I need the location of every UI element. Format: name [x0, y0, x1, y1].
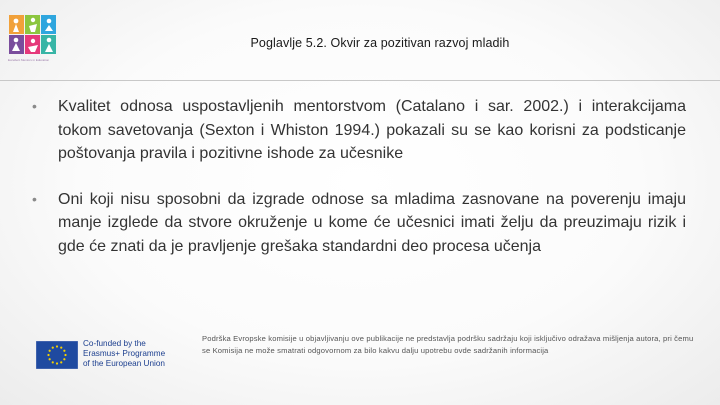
bullet-text: Kvalitet odnosa uspostavljenih mentorstvom (Catalano i sar. 2002.) i interakcijama tokom savetovanja (Sexton i Whiston 1994.) pokazali su se kao korisni za podsticanje poštovanja pravila i pozitivne ishode za učesnike: [58, 98, 686, 162]
bullet-item: [30, 95, 686, 166]
slide-title: Poglavlje 5.2. Okvir za pozitivan razvoj mladih: [250, 36, 510, 50]
title-divider: [0, 80, 720, 81]
bullet-icon: •: [32, 98, 37, 114]
bullet-item: [30, 188, 686, 259]
bullet-text: Oni koji nisu sposobni da izgrade odnose sa mladima zasnovane na poverenju imaju manje izglede da stvore okruženje u kome će učesnici imati želju da preuzimaju rizik i gde će znati da je pravljenje grešaka standardni deo procesa učenja: [58, 190, 686, 255]
eu-flag-icon: [36, 341, 78, 369]
eu-logo-line: of the European Union: [83, 359, 165, 368]
eu-cofunding-logo: [36, 339, 176, 371]
eu-disclaimer: Podrška Evropske komisije u objavljivanju ove publikacije ne predstavlja podršku sadržaju koji isključivo odražava mišljenja autora, pri čemu se Komisija ne može smatrati odgovornom za bilo kakvu dalju upotrebu ovde sadržanih informacija: [202, 334, 694, 355]
eu-logo-line: Co-funded by the: [83, 339, 146, 348]
bullet-list: [30, 95, 686, 258]
eu-logo-line: Erasmus+ Programme: [83, 349, 166, 358]
logo-caption: Excellent Mentors in Education: [8, 58, 50, 62]
bullet-icon: •: [32, 190, 37, 207]
eu-logo-text: [83, 339, 178, 369]
